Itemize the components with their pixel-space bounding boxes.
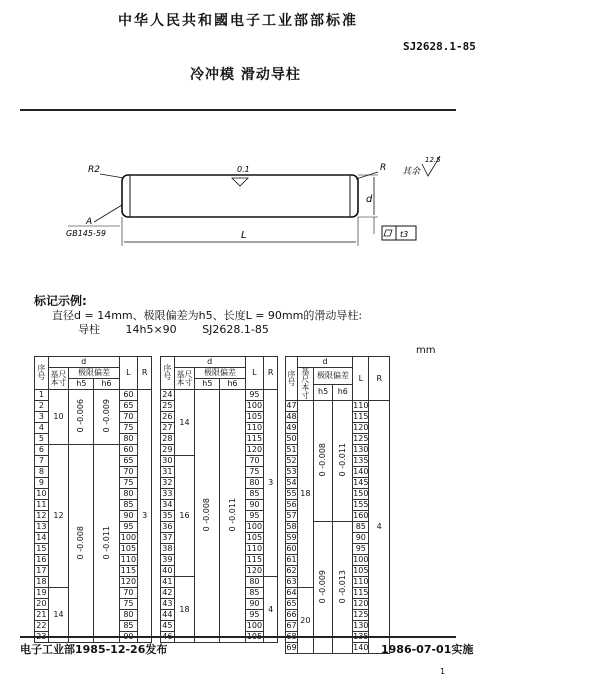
h6-cell: 0 -0.011: [94, 445, 119, 643]
header-d: d: [174, 357, 245, 368]
seq-cell: 12: [36, 511, 47, 520]
l-cell: 110: [353, 577, 369, 586]
surface-label: 其余: [402, 167, 421, 177]
l-cell: 110: [246, 423, 263, 432]
d-cell: 18: [174, 577, 195, 643]
divider: [20, 109, 456, 111]
l-cell: 100: [246, 522, 263, 531]
table-row: [161, 390, 278, 401]
l-cell: 120: [120, 577, 137, 586]
l-cell: 105: [353, 566, 369, 575]
header-d: d: [297, 357, 352, 368]
marking-item: 导柱: [78, 323, 100, 336]
l-cell: 140: [353, 467, 369, 476]
d-cell: 20: [297, 588, 313, 654]
header-l: L: [353, 357, 369, 401]
seq-cell: 13: [36, 522, 47, 531]
l-cell: 105: [246, 412, 263, 421]
seq-cell: 11: [36, 500, 47, 509]
seq-cell: 65: [286, 599, 297, 608]
marking-description: 直径d = 14mm、极限偏差为h5、长度L = 90mm的滑动导柱:: [52, 309, 363, 322]
l-cell: 90: [353, 533, 369, 544]
header-nominal: 基尺本寸: [174, 368, 195, 390]
d-cell: 10: [48, 390, 69, 445]
l-cell: 125: [353, 610, 369, 619]
header-l: L: [245, 357, 264, 390]
l-cell: 130: [353, 445, 369, 454]
header-limit: 极限偏差: [313, 368, 352, 385]
seq-cell: 54: [286, 478, 297, 487]
flatness-label: 0.1: [237, 165, 250, 174]
l-cell: 75: [119, 599, 138, 610]
r2-label: R2: [88, 165, 100, 175]
l-cell: 90: [245, 500, 264, 511]
l-cell: 100: [246, 621, 263, 630]
l-cell: 130: [353, 621, 369, 630]
l-cell: 95: [245, 390, 264, 401]
l-cell: 85: [119, 621, 138, 632]
l-cell: 95: [245, 511, 264, 522]
h5-cell: 0 -0.008: [69, 445, 94, 643]
seq-cell: 37: [162, 533, 173, 542]
seq-cell: 31: [162, 467, 173, 476]
seq-cell: 49: [286, 423, 297, 432]
seq-cell: 45: [162, 621, 173, 630]
seq-cell: 62: [286, 566, 297, 575]
unit-label: mm: [416, 345, 436, 356]
seq-cell: 67: [286, 621, 297, 630]
header-nominal: 基尺本寸: [48, 368, 69, 390]
h5-cell: 0 -0.008: [195, 390, 220, 643]
l-cell: 70: [119, 467, 138, 478]
seq-cell: 53: [286, 467, 297, 476]
l-cell: 115: [246, 555, 263, 564]
l-cell: 100: [353, 555, 369, 564]
h5-cell: 0 -0.009: [313, 522, 333, 654]
finish-symbol: [232, 178, 248, 186]
d-cell: 16: [174, 456, 195, 577]
seq-cell: 4: [35, 423, 49, 434]
l-cell: 115: [120, 566, 137, 575]
l-cell: 135: [353, 456, 369, 465]
h6-cell: 0 -0.011: [333, 401, 353, 522]
l-cell: 85: [245, 489, 264, 500]
seq-cell: 32: [162, 478, 173, 487]
l-cell: 110: [120, 555, 137, 564]
standard-org: 中华人民共和國电子工业部部标准: [118, 13, 358, 29]
l-cell: 90: [119, 511, 138, 522]
seq-cell: 10: [36, 489, 47, 498]
l-cell: 140: [353, 643, 369, 652]
seq-cell: 17: [36, 566, 47, 575]
l-cell: 80: [119, 434, 138, 445]
seq-cell: 57: [286, 511, 297, 520]
seq-cell: 50: [286, 434, 297, 443]
r-cell: 3: [264, 390, 278, 577]
seq-cell: 14: [36, 533, 47, 542]
l-cell: 100: [120, 533, 137, 542]
seq-cell: 38: [162, 544, 173, 553]
l-cell: 150: [353, 489, 369, 498]
seq-cell: 42: [162, 588, 173, 597]
dimension-table-3: [285, 356, 390, 654]
seq-cell: 40: [162, 566, 173, 575]
seq-cell: 20: [36, 599, 47, 608]
l-cell: 75: [119, 478, 138, 489]
l-cell: 120: [353, 599, 369, 608]
seq-cell: 52: [286, 456, 297, 465]
seq-cell: 61: [286, 555, 297, 564]
seq-cell: 16: [36, 555, 47, 564]
l-cell: 120: [353, 423, 369, 432]
l-cell: 70: [119, 412, 138, 423]
seq-cell: 24: [162, 390, 173, 399]
l-cell: 125: [353, 434, 369, 443]
footer-divider: [20, 636, 456, 638]
seq-cell: 60: [286, 544, 297, 553]
seq-cell: 35: [162, 511, 173, 520]
page-number: 1: [440, 667, 446, 676]
h6-cell: 0 -0.013: [333, 522, 353, 654]
l-cell: 160: [353, 511, 369, 520]
seq-cell: 1: [35, 390, 49, 401]
l-cell: 110: [246, 544, 263, 553]
roughness-value: 12.5: [425, 156, 441, 164]
r-cell: 4: [369, 401, 390, 654]
cylindricity-icon: [384, 230, 392, 236]
seq-cell: 34: [162, 500, 173, 509]
effective-date: 1986-07-01实施: [381, 643, 474, 656]
header-d: d: [48, 357, 119, 368]
r-cell: 3: [138, 390, 152, 643]
d-cell: 14: [174, 390, 195, 456]
seq-cell: 59: [286, 533, 297, 542]
d-dim-label: d: [366, 194, 373, 205]
header-nominal: 基尺本寸: [297, 368, 313, 401]
header-r: R: [369, 357, 390, 401]
header-seq: 序号: [35, 357, 49, 390]
l-cell: 75: [119, 423, 138, 434]
table-row: [35, 390, 152, 401]
seq-cell: 18: [36, 577, 47, 586]
seq-cell: 48: [286, 412, 297, 421]
l-cell: 60: [119, 390, 138, 401]
seq-cell: 25: [162, 401, 173, 410]
l-cell: 155: [353, 500, 369, 509]
d-cell: 14: [48, 588, 69, 643]
seq-cell: 26: [162, 412, 173, 421]
marking-example: [78, 321, 291, 337]
l-cell: 65: [119, 401, 138, 412]
header-limit: 极限偏差: [69, 368, 119, 379]
publish-date: 电子工业部1985-12-26发布: [20, 643, 168, 656]
seq-cell: 55: [286, 489, 297, 498]
seq-cell: 8: [35, 467, 49, 478]
seq-cell: 2: [35, 401, 49, 412]
h5-cell: 0 -0.008: [313, 401, 333, 522]
header-seq: 序号: [286, 357, 298, 401]
header-r: R: [138, 357, 152, 390]
l-cell: 70: [119, 588, 138, 599]
l-cell: 80: [119, 489, 138, 500]
l-cell: 85: [245, 588, 264, 599]
seq-cell: 7: [35, 456, 49, 467]
dimension-table-2: [160, 356, 278, 643]
table-row: [35, 445, 152, 456]
l-cell: 75: [245, 467, 264, 478]
seq-cell: 28: [162, 434, 173, 443]
header-r: R: [264, 357, 278, 390]
l-cell: 110: [353, 401, 369, 410]
seq-cell: 64: [286, 588, 297, 597]
marking-spec: 14h5×90: [125, 323, 177, 336]
r-label: R: [380, 163, 387, 173]
seq-cell: 6: [35, 445, 49, 456]
l-cell: 100: [246, 401, 263, 410]
seq-cell: 5: [35, 434, 49, 445]
l-cell: 80: [119, 610, 138, 621]
l-cell: 115: [246, 434, 263, 443]
l-cell: 145: [353, 478, 369, 487]
r-cell: 4: [264, 577, 278, 643]
h6-cell: 0 -0.009: [94, 390, 119, 445]
standard-code: SJ2628.1-85: [403, 40, 476, 53]
header-h6: h6: [94, 379, 119, 390]
d-cell: 18: [297, 401, 313, 588]
dimension-table-1: [34, 356, 152, 643]
seq-cell: 41: [162, 577, 173, 586]
l-cell: 80: [245, 478, 264, 489]
header-h5: h5: [313, 384, 333, 401]
seq-cell: 21: [36, 610, 47, 619]
l-cell: 90: [245, 599, 264, 610]
l-cell: 80: [245, 577, 264, 588]
table-row: [286, 401, 390, 412]
seq-cell: 47: [286, 401, 297, 410]
d-cell: 12: [48, 445, 69, 588]
seq-cell: 43: [162, 599, 173, 608]
l-cell: 95: [245, 610, 264, 621]
seq-cell: 36: [162, 522, 173, 531]
l-cell: 65: [119, 456, 138, 467]
marking-title: 标记示例:: [34, 294, 87, 308]
seq-cell: 39: [162, 555, 173, 564]
h5-cell: 0 -0.006: [69, 390, 94, 445]
guide-pillar-drawing: [60, 150, 460, 260]
seq-cell: 30: [162, 456, 173, 465]
page-title: 冷冲模 滑动导柱: [190, 67, 301, 83]
seq-cell: 22: [36, 621, 47, 630]
marking-std: SJ2628.1-85: [202, 323, 269, 336]
seq-cell: 29: [162, 445, 173, 454]
gb-label: GB145-59: [66, 229, 107, 238]
seq-cell: 19: [36, 588, 47, 597]
seq-cell: 27: [162, 423, 173, 432]
seq-cell: 33: [162, 489, 173, 498]
l-cell: 85: [353, 522, 369, 533]
l-cell: 95: [353, 544, 369, 555]
seq-cell: 56: [286, 500, 297, 509]
l-dim-label: L: [241, 230, 247, 241]
tolerance-label: t3: [400, 230, 409, 239]
l-cell: 115: [353, 412, 369, 421]
header-h5: h5: [195, 379, 220, 390]
l-cell: 105: [120, 544, 137, 553]
l-cell: 120: [246, 445, 263, 454]
seq-cell: 51: [286, 445, 297, 454]
seq-cell: 69: [286, 643, 297, 652]
seq-cell: 44: [162, 610, 173, 619]
l-cell: 105: [246, 533, 263, 542]
h6-cell: 0 -0.011: [220, 390, 245, 643]
l-cell: 120: [246, 566, 263, 575]
l-cell: 70: [245, 456, 264, 467]
seq-cell: 63: [286, 577, 297, 586]
l-cell: 60: [119, 445, 138, 456]
seq-cell: 66: [286, 610, 297, 619]
l-cell: 95: [119, 522, 138, 533]
seq-cell: 3: [35, 412, 49, 423]
seq-cell: 58: [286, 522, 297, 531]
a-label: A: [86, 217, 93, 227]
header-limit: 极限偏差: [195, 368, 245, 379]
pillar-body: [122, 175, 358, 217]
header-h5: h5: [69, 379, 94, 390]
header-h6: h6: [333, 384, 353, 401]
header-h6: h6: [220, 379, 245, 390]
seq-cell: 9: [35, 478, 49, 489]
seq-cell: 15: [36, 544, 47, 553]
header-seq: 序号: [161, 357, 175, 390]
l-cell: 85: [119, 500, 138, 511]
header-l: L: [119, 357, 138, 390]
l-cell: 115: [353, 588, 369, 597]
